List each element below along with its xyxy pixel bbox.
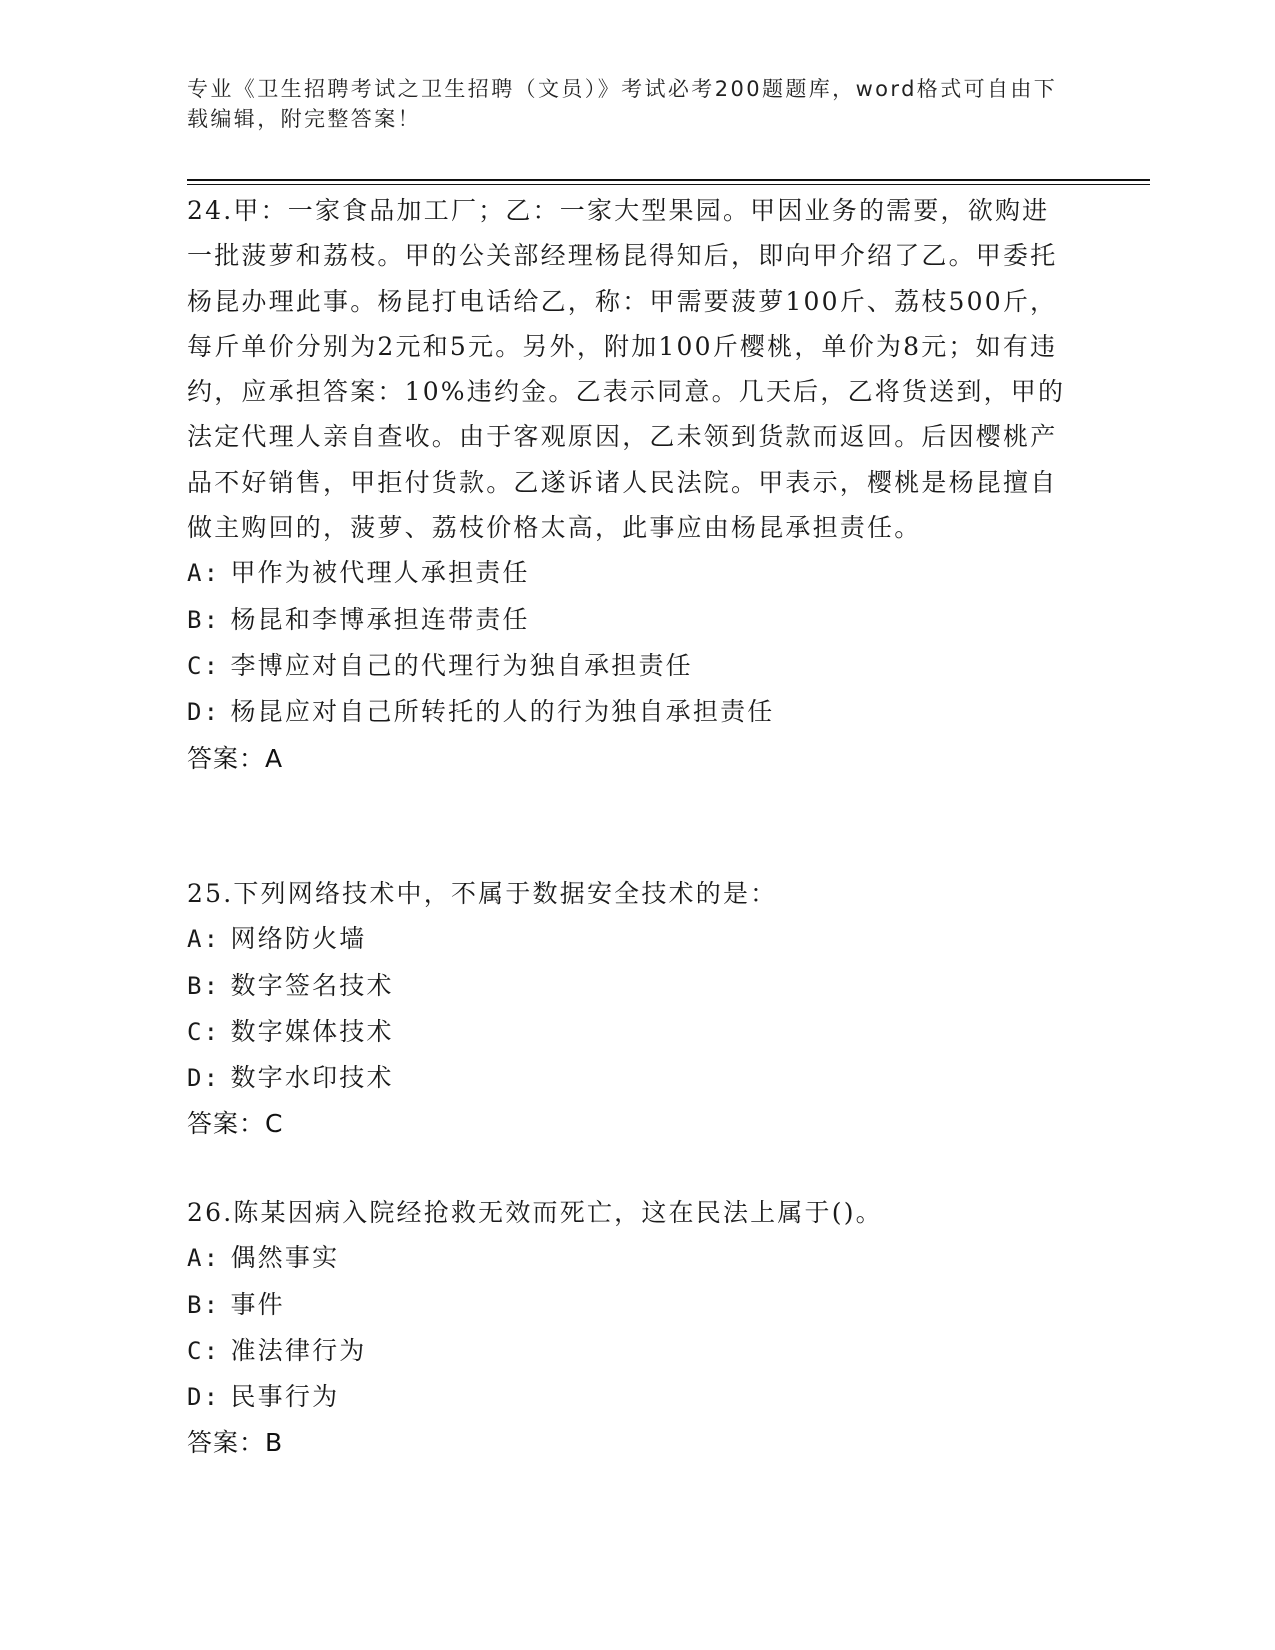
option-text: 准法律行为 <box>230 1335 367 1365</box>
option-a <box>187 550 1067 596</box>
question-stem: 24.甲：一家食品加工厂；乙：一家大型果园。甲因业务的需要，欲购进一批菠萝和荔枝。甲的公关部经理杨昆得知后，即向甲介绍了乙。甲委托杨昆办理此事。杨昆打电话给乙，称：甲需要菠萝100斤、荔枝500斤，每斤单价分别为2元和5元。另外，附加100斤樱桃，单价为8元；如有违约，应承担答案：10%违约金。乙表示同意。几天后，乙将货送到，甲的法定代理人亲自查收。由于客观原因，乙未领到货款而返回。后因樱桃产品不好销售，甲拒付货款。乙遂诉诸人民法院。甲表示，樱桃是杨昆擅自做主购回的，菠萝、荔枝价格太高，此事应由杨昆承担责任。 <box>187 196 1066 543</box>
option-d <box>187 689 1067 735</box>
question-26 <box>187 1190 1067 1466</box>
option-key: B: <box>187 605 221 634</box>
answer-line: 答案：A <box>187 743 284 773</box>
question-stem: 26.陈某因病入院经抢救无效而死亡，这在民法上属于()。 <box>187 1198 883 1227</box>
header-divider-thin <box>187 184 1150 185</box>
answer-line: 答案：C <box>187 1109 284 1139</box>
option-text: 甲作为被代理人承担责任 <box>230 558 530 588</box>
document-header: 专业《卫生招聘考试之卫生招聘（文员）》考试必考200题题库，word格式可自由下载编辑，附完整答案！ <box>187 77 1058 131</box>
option-key: C: <box>187 651 221 680</box>
option-b <box>187 597 1067 643</box>
header-divider-thick <box>187 179 1150 181</box>
question-25 <box>187 871 1067 1147</box>
option-text: 杨昆和李博承担连带责任 <box>230 604 530 634</box>
option-a <box>187 916 1067 962</box>
option-text: 民事行为 <box>230 1382 340 1412</box>
option-c <box>187 1009 1067 1055</box>
option-key: C: <box>187 1336 221 1365</box>
option-text: 数字媒体技术 <box>230 1016 394 1046</box>
answer-line: 答案：B <box>187 1428 284 1458</box>
option-key: A: <box>187 925 221 954</box>
option-a <box>187 1235 1067 1281</box>
option-key: B: <box>187 1290 221 1319</box>
option-text: 网络防火墙 <box>230 924 367 954</box>
option-text: 偶然事实 <box>230 1243 340 1273</box>
option-text: 事件 <box>230 1289 285 1319</box>
option-key: A: <box>187 559 221 588</box>
option-c <box>187 1328 1067 1374</box>
option-c <box>187 643 1067 689</box>
option-text: 杨昆应对自己所转托的人的行为独自承担责任 <box>230 697 775 727</box>
question-24 <box>187 188 1067 781</box>
option-key: A: <box>187 1244 221 1273</box>
option-key: D: <box>187 698 221 727</box>
option-key: B: <box>187 971 221 1000</box>
option-text: 数字签名技术 <box>230 970 394 1000</box>
option-d <box>187 1374 1067 1420</box>
option-b <box>187 1282 1067 1328</box>
option-text: 李博应对自己的代理行为独自承担责任 <box>230 650 693 680</box>
option-d <box>187 1055 1067 1101</box>
option-key: D: <box>187 1383 221 1412</box>
option-key: C: <box>187 1017 221 1046</box>
option-key: D: <box>187 1064 221 1093</box>
question-stem: 25.下列网络技术中，不属于数据安全技术的是： <box>187 879 778 908</box>
option-b <box>187 963 1067 1009</box>
option-text: 数字水印技术 <box>230 1063 394 1093</box>
